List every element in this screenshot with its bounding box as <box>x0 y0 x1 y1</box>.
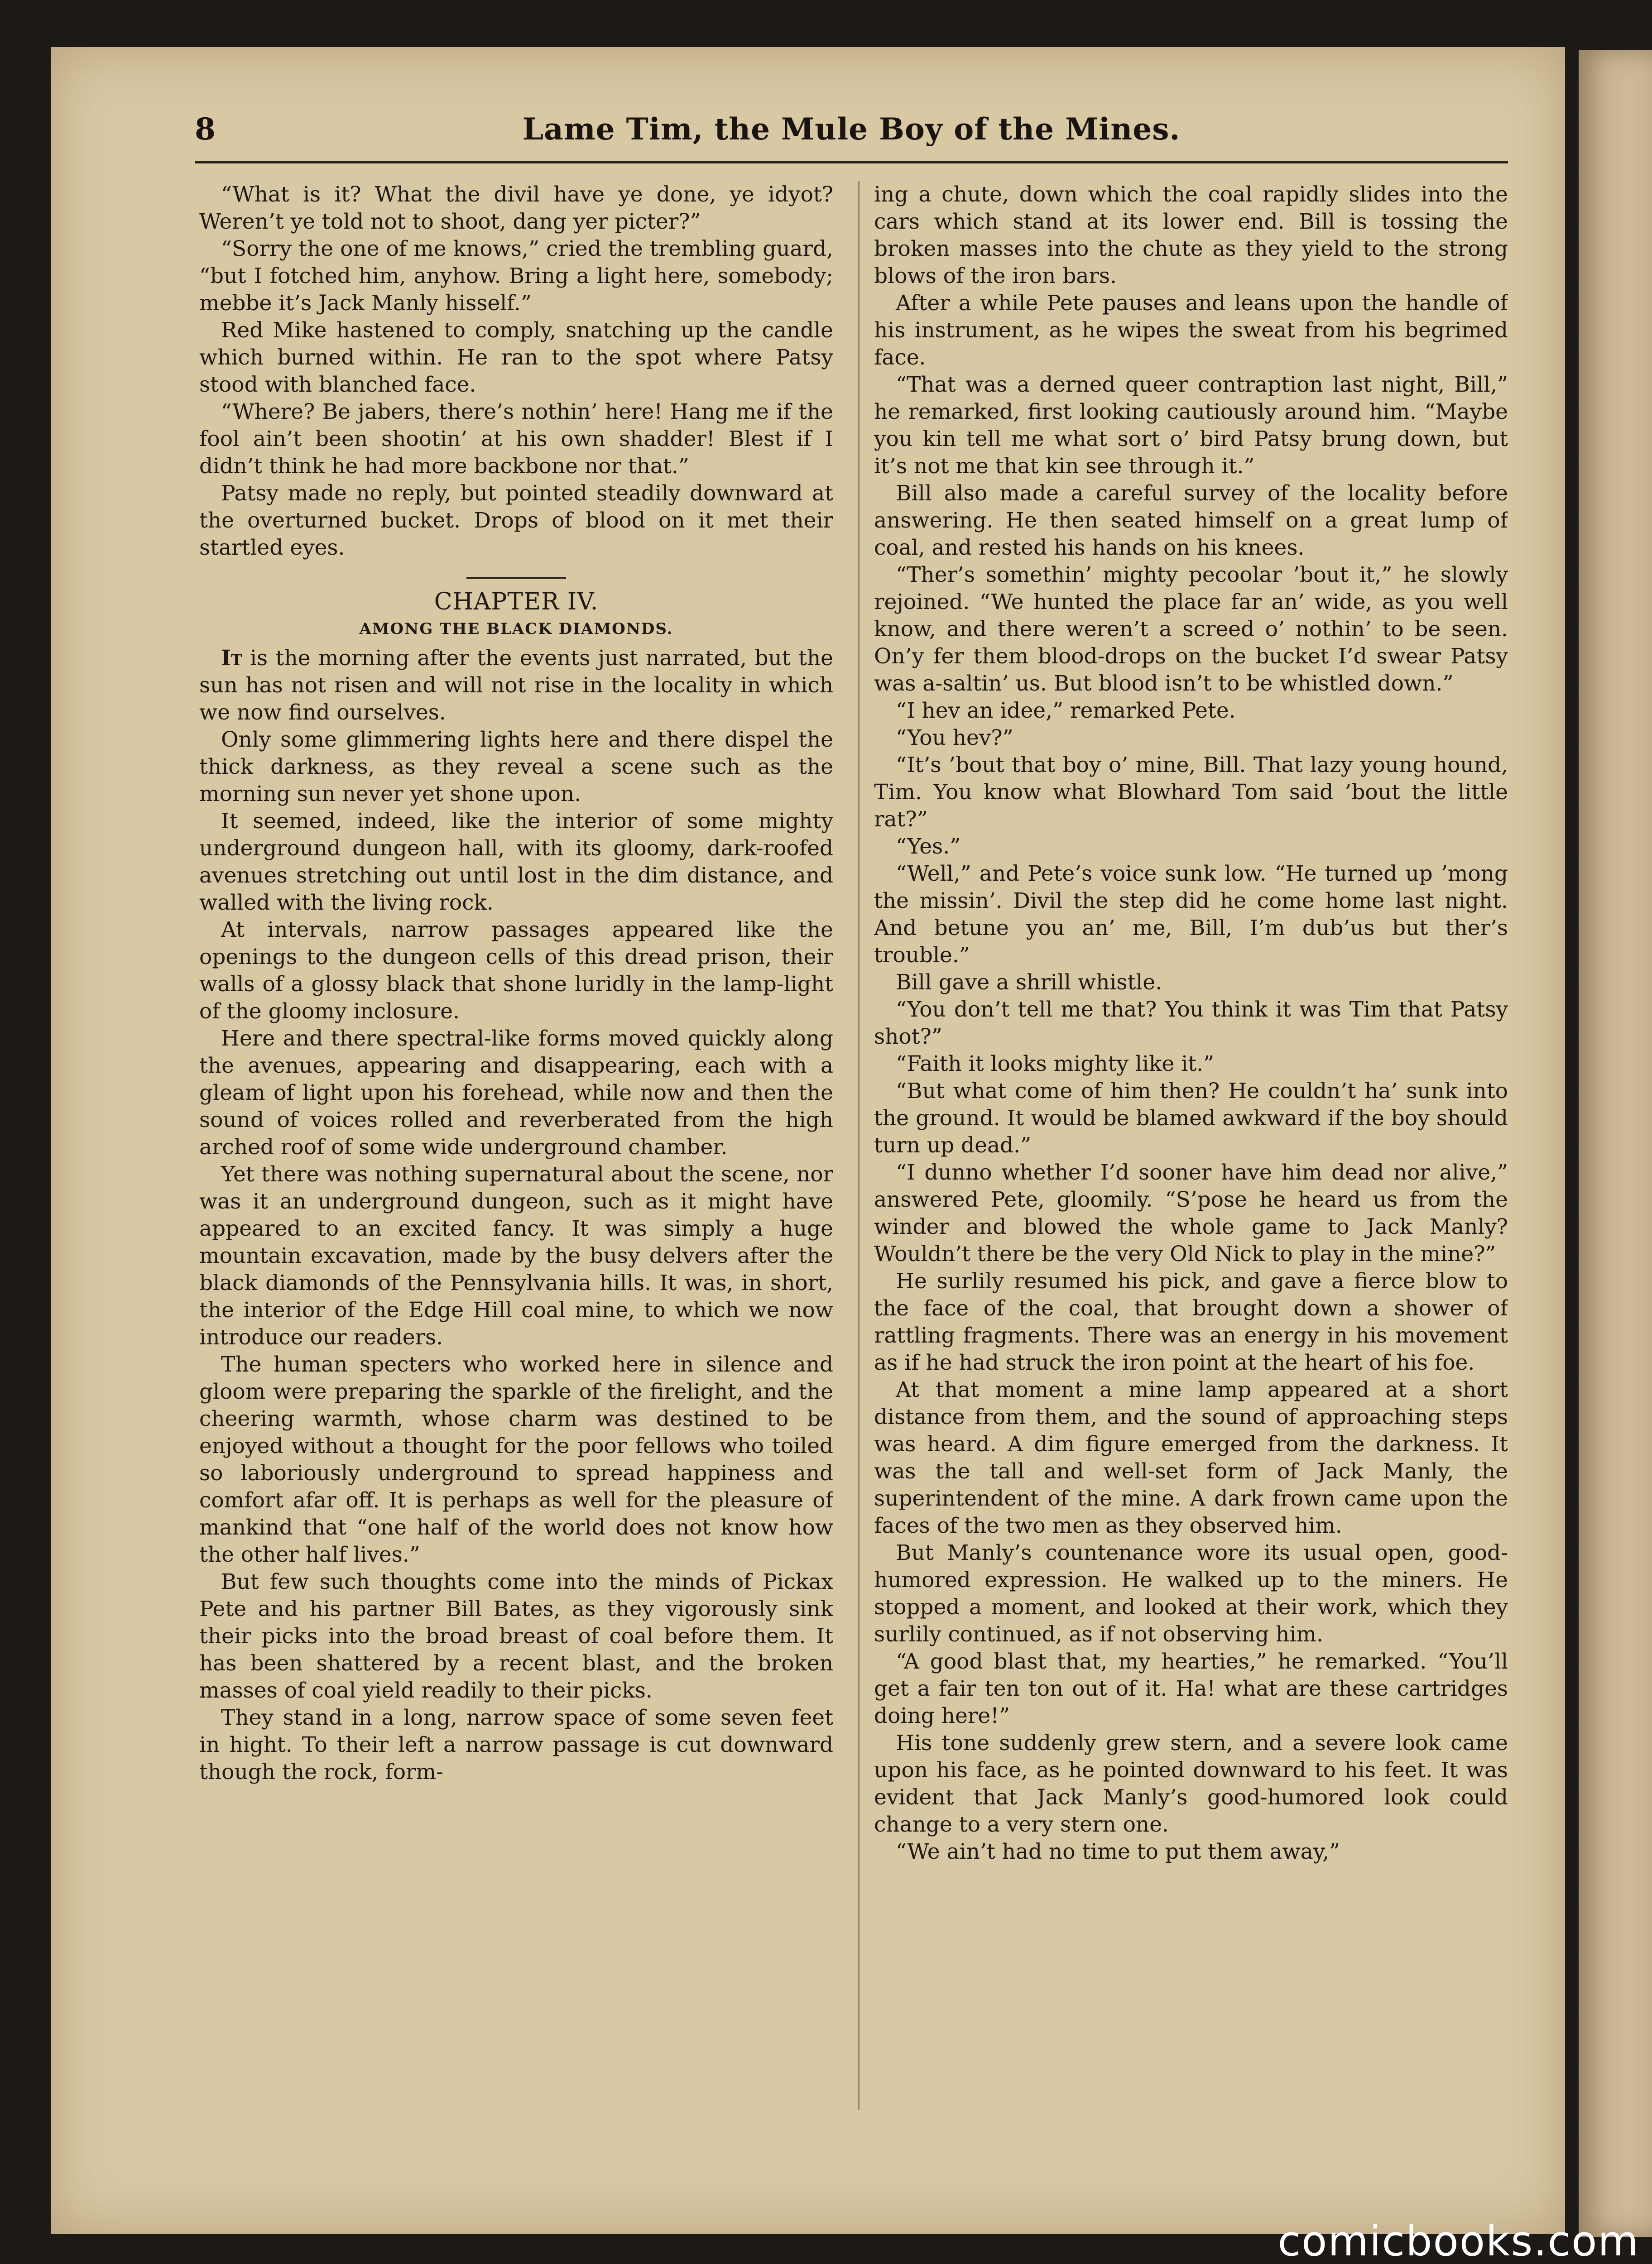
paragraph: “I hev an idee,” remarked Pete. <box>896 698 1236 723</box>
paragraph: Here and there spectral-like forms moved quickly along the avenues, appearing and disappearing, each with a gleam of light upon his forehead, while now and then the sound of voices rolled and reverberated from the high arched roof of some wide underground chamber. <box>199 1026 833 1160</box>
page-number: 8 <box>195 111 216 147</box>
paragraph: Bill gave a shrill whistle. <box>896 970 1162 995</box>
paragraph: Yet there was nothing supernatural about the scene, nor was it an underground dungeon, such as it might have appeared to an excited fancy. It was simply a huge mountain excavation, made by the busy delvers after the black diamonds of the Pennsylvania hills. It was, in short, the interior of the Edge Hill coal mine, to which we now introduce our readers. <box>199 1162 833 1350</box>
watermark: comicbooks.com <box>1277 2217 1639 2264</box>
paragraph: “Sorry the one of me knows,” cried the trembling guard, “but I fotched him, anyhow. Bring a light here, somebody; mebbe it’s Jack Manly hisself.” <box>199 236 833 316</box>
paragraph: “That was a derned queer contraption last night, Bill,” he remarked, first looking cautiously around him. “Maybe you kin tell me what sort o’ bird Patsy brung down, but it’s not me that kin see through it.” <box>874 372 1508 479</box>
paragraph: Bill also made a careful survey of the locality before answering. He then seated himself on a great lump of coal, and rested his hands on his knees. <box>874 481 1508 560</box>
running-title: Lame Tim, the Mule Boy of the Mines. <box>522 111 1181 147</box>
paragraph: At intervals, narrow passages appeared like the openings to the dungeon cells of this dread prison, their walls of a glossy black that shone luridly in the lamp-light of the gloomy inclosure. <box>199 917 833 1024</box>
paragraph: They stand in a long, narrow space of some seven feet in hight. To their left a narrow passage is cut downward though the rock, form- <box>199 1705 833 1784</box>
right-column <box>874 181 1508 2137</box>
paragraph: Only some glimmering lights here and there dispel the thick darkness, as they reveal a scene such as the morning sun never yet shone upon. <box>199 727 833 806</box>
adjacent-page-edge <box>1579 50 1652 2237</box>
paragraph: “I dunno whether I’d sooner have him dead nor alive,” answered Pete, gloomily. “S’pose he heard us from the winder and blowed the whole game to Jack Manly? Wouldn’t there be the very Old Nick to play in the mine?” <box>874 1160 1508 1266</box>
paragraph: Red Mike hastened to comply, snatching up the candle which burned within. He ran to the spot where Patsy stood with blanched face. <box>199 318 833 397</box>
paragraph: After a while Pete pauses and leans upon the handle of his instrument, as he wipes the sweat from his begrimed face. <box>874 291 1508 370</box>
paragraph: His tone suddenly grew stern, and a severe look came upon his face, as he pointed downward to his feet. It was evident that Jack Manly’s good-humored look could change to a very stern one. <box>874 1731 1508 1837</box>
paragraph: But Manly’s countenance wore its usual open, good-humored expression. He walked up to the miners. He stopped a moment, and looked at their work, which they surlily continued, as if not observing him. <box>874 1540 1508 1647</box>
paragraph: “Faith it looks mighty like it.” <box>896 1051 1215 1076</box>
paragraph: “We ain’t had no time to put them away,” <box>896 1839 1340 1864</box>
page-header <box>195 104 1508 154</box>
paragraph: “You don’t tell me that? You think it was Tim that Patsy shot?” <box>874 997 1508 1049</box>
chapter-rule <box>466 577 566 579</box>
paragraph-text: is the morning after the events just narrated, but the sun has not risen and will not rise in the locality in which we now find ourselves. <box>199 646 833 725</box>
paragraph <box>199 645 833 726</box>
paragraph: “Yes.” <box>896 834 961 859</box>
left-column <box>199 181 833 2137</box>
column-divider <box>858 181 860 2110</box>
chapter-lead-word: It <box>221 646 242 671</box>
paragraph: But few such thoughts come into the minds of Pickax Pete and his partner Bill Bates, as they vigorously sink their picks into the broad breast of coal before them. It has been shattered by a recent blast, and the broken masses of coal yield readily to their picks. <box>199 1569 833 1703</box>
header-rule <box>195 161 1508 163</box>
paragraph: It seemed, indeed, like the interior of some mighty underground dungeon hall, with its gloomy, dark-roofed avenues stretching out until lost in the dim distance, and walled with the living rock. <box>199 809 833 915</box>
paragraph: He surlily resumed his pick, and gave a fierce blow to the face of the coal, that brought down a shower of rattling fragments. There was an energy in his movement as if he had struck the iron point at the heart of his foe. <box>874 1269 1508 1375</box>
paragraph: The human specters who worked here in silence and gloom were preparing the sparkle of the firelight, and the cheering warmth, whose charm was destined to be enjoyed without a thought for the poor fellows who toiled so laboriously underground to spread happiness and comfort afar off. It is perhaps as well for the pleasure of mankind that “one half of the world does not know how the other half lives.” <box>199 1352 833 1567</box>
paragraph: At that moment a mine lamp appeared at a short distance from them, and the sound of approaching steps was heard. A dim figure emerged from the darkness. It was the tall and well-set form of Jack Manly, the superintendent of the mine. A dark frown came upon the faces of the two men as they observed him. <box>874 1377 1508 1538</box>
paragraph: “What is it? What the divil have ye done, ye idyot? Weren’t ye told not to shoot, dang yer picter?” <box>199 182 833 234</box>
paragraph: “A good blast that, my hearties,” he remarked. “You’ll get a fair ten ton out of it. Ha! what are these cartridges doing here!” <box>874 1649 1508 1728</box>
paragraph: ing a chute, down which the coal rapidly slides into the cars which stand at its lower end. Bill is tossing the broken masses into the chute as they yield to the strong blows of the iron bars. <box>874 182 1508 288</box>
paragraph: “Where? Be jabers, there’s nothin’ here! Hang me if the fool ain’t been shootin’ at his own shadder! Blest if I didn’t think he had more backbone nor that.” <box>199 399 833 479</box>
paragraph: “Ther’s somethin’ mighty pecoolar ’bout it,” he slowly rejoined. “We hunted the place far an’ wide, as you well know, and there weren’t a screed o’ nothin’ to be seen. On’y fer them blood-drops on the bucket I’d swear Patsy was a-saltin’ us. But blood isn’t to be whistled down.” <box>874 562 1508 696</box>
paragraph: Patsy made no reply, but pointed steadily downward at the overturned bucket. Drops of blood on it met their startled eyes. <box>199 481 833 560</box>
paragraph: “It’s ’bout that boy o’ mine, Bill. That lazy young hound, Tim. You know what Blowhard Tom said ’bout the little rat?” <box>874 753 1508 832</box>
paragraph: “You hev?” <box>896 725 1013 750</box>
chapter-title: CHAPTER IV. <box>434 588 599 615</box>
paragraph: “But what come of him then? He couldn’t ha’ sunk into the ground. It would be blamed awkward if the boy should turn up dead.” <box>874 1079 1508 1158</box>
chapter-subtitle: AMONG THE BLACK DIAMONDS. <box>359 620 673 638</box>
paragraph: “Well,” and Pete’s voice sunk low. “He turned up ’mong the missin’. Divil the step did he come home last night. And betune you an’ me, Bill, I’m dub’us but ther’s trouble.” <box>874 861 1508 968</box>
